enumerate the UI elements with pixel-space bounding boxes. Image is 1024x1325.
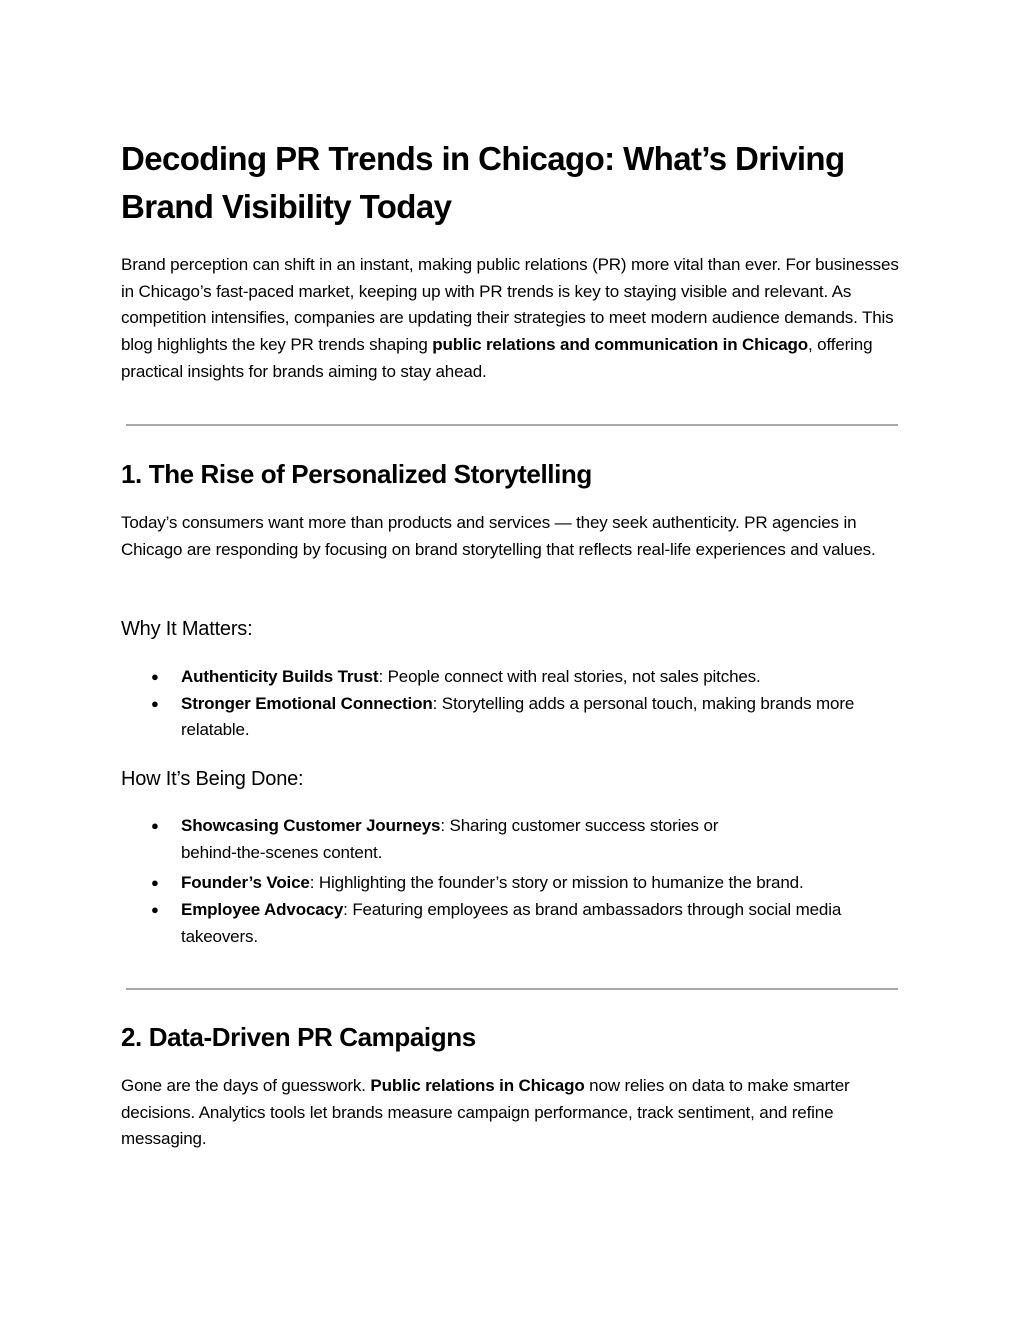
section-1-heading: 1. The Rise of Personalized Storytelling: [121, 459, 592, 489]
intro-bold-phrase: public relations and communication in Chicago: [432, 335, 809, 355]
list-item-term: Employee Advocacy: [181, 900, 344, 920]
how-its-being-done-heading: How It’s Being Done:: [121, 768, 304, 790]
list-item: [121, 813, 901, 866]
list-item: [121, 897, 901, 950]
list-item: [121, 870, 901, 897]
list-item-term: Stronger Emotional Connection: [181, 693, 433, 713]
list-item-text: : People connect with real stories, not sales pitches.: [378, 667, 761, 686]
list-item: [121, 664, 901, 691]
list-item-text: : Featuring employees as brand ambassadors through social media takeovers.: [181, 900, 842, 946]
section-1-paragraph: Today’s consumers want more than products and services — they seek authenticity. PR agencies in Chicago are responding by focusing on brand storytelling that reflects real-life experiences and values.: [121, 513, 876, 559]
section-2-heading: 2. Data-Driven PR Campaigns: [121, 1022, 476, 1052]
list-item: [121, 691, 901, 744]
section-2-text-end: now relies on data to make smarter decisions. Analytics tools let brands measure campaign performance, track sentiment, and refine messaging.: [121, 1076, 850, 1149]
list-item-term: Showcasing Customer Journeys: [181, 816, 441, 835]
list-item-term: Authenticity Builds Trust: [181, 667, 379, 686]
intro-text-end: , offering practical insights for brands aiming to stay ahead.: [121, 335, 873, 381]
bullet-icon: ●: [151, 818, 159, 833]
bullet-icon: ●: [151, 669, 159, 684]
bullet-icon: ●: [151, 875, 159, 891]
section-2-paragraph: [121, 1073, 901, 1153]
why-it-matters-heading: Why It Matters:: [121, 618, 253, 640]
bullet-icon: ●: [151, 695, 159, 711]
document-title: Decoding PR Trends in Chicago: What’s Driving Brand Visibility Today: [121, 140, 845, 225]
list-item-text: : Sharing customer success stories or: [440, 816, 719, 835]
section-2-bold-phrase: Public relations in Chicago: [370, 1076, 585, 1095]
section-divider: [126, 424, 898, 426]
why-it-matters-list: [121, 664, 901, 744]
bullet-icon: ●: [151, 902, 159, 918]
list-item-text: : Storytelling adds a personal touch, making brands more relatable.: [181, 693, 855, 740]
intro-paragraph: [121, 252, 901, 386]
list-item-term: Founder’s Voice: [181, 873, 310, 893]
section-2-text-start: Gone are the days of guesswork.: [121, 1076, 371, 1095]
list-item-text-continued: behind-the-scenes content.: [181, 842, 383, 862]
section-divider: [126, 988, 898, 990]
how-its-being-done-list: [121, 813, 901, 951]
list-item-text: : Highlighting the founder’s story or mission to humanize the brand.: [309, 873, 804, 893]
intro-text-start: Brand perception can shift in an instant, making public relations (PR) more vital than ever. For businesses in Chicago’s fast-paced market, keeping up with PR trends is key to staying visible and relevant. As competition intensifies, companies are updating their strategies to meet modern audience demands. This blog highlights the key PR trends shaping: [121, 255, 899, 355]
